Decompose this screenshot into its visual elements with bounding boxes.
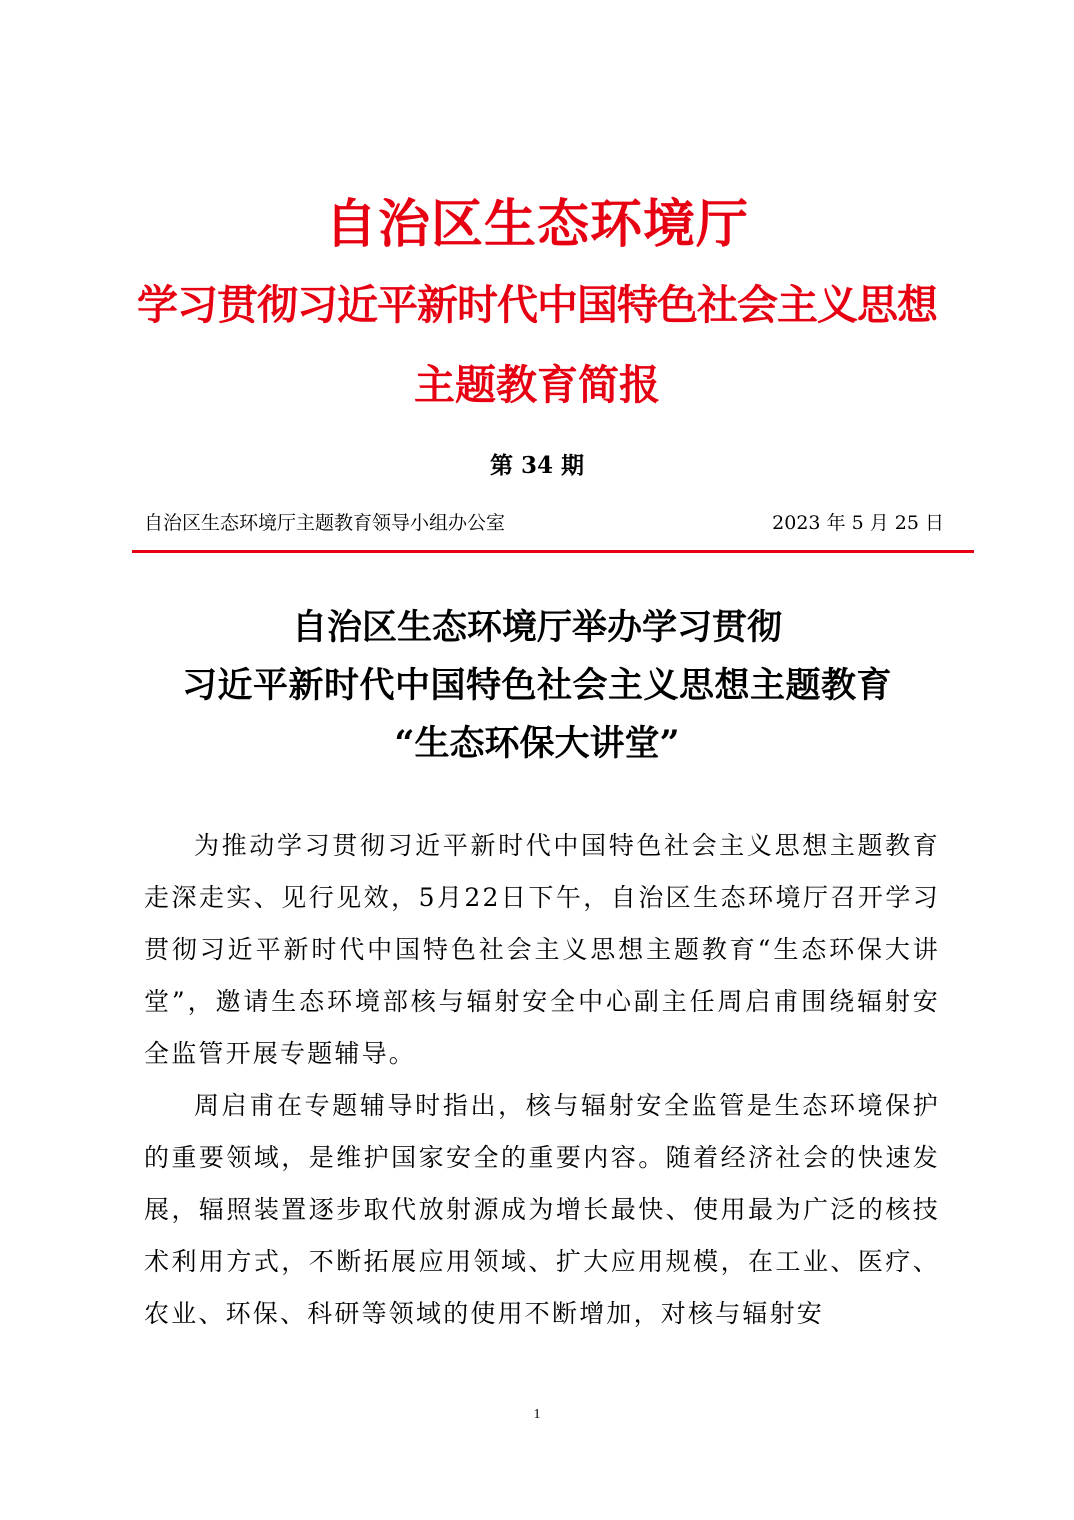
- article-paragraph: 周启甫在专题辅导时指出，核与辐射安全监管是生态环境保护的重要领域，是维护国家安全的重要内容。随着经济社会的快速发展，辐照装置逐步取代放射源成为增长最快、使用最为广泛的核技术利用方式，不断拓展应用领域、扩大应用规模，在工业、医疗、农业、环保、科研等领域的使用不断增加，对核与辐射安: [144, 1091, 940, 1328]
- issuer-date-row: [144, 508, 944, 538]
- article-body: [144, 820, 940, 1340]
- page-number: 1: [533, 1407, 541, 1422]
- issue-number: [0, 447, 1074, 480]
- issue-date: 2023 年 5 月 25 日: [772, 512, 944, 534]
- issue-number-value: 34: [520, 452, 553, 479]
- issue-prefix: 第: [489, 452, 513, 479]
- article-title-line-1: 自治区生态环境厅举办学习贯彻: [291, 607, 782, 648]
- article-title-line-2: 习近平新时代中国特色社会主义思想主题教育: [181, 665, 892, 706]
- issue-suffix: 期: [561, 452, 584, 479]
- masthead-subtitle: 学习贯彻习近平新时代中国特色社会主义思想: [137, 281, 937, 329]
- article-title-line-3: “生态环保大讲堂”: [394, 723, 680, 764]
- article-paragraph: 为推动学习贯彻习近平新时代中国特色社会主义思想主题教育走深走实、见行见效，5月22日下午，自治区生态环境厅召开学习贯彻习近平新时代中国特色社会主义思想主题教育“生态环保大讲堂”，邀请生态环境部核与辐射安全中心副主任周启甫围绕辐射安全监管开展专题辅导。: [144, 831, 940, 1068]
- issuer: 自治区生态环境厅主题教育领导小组办公室: [144, 512, 506, 534]
- red-divider-line: [132, 550, 974, 553]
- masthead-title: 自治区生态环境厅: [324, 194, 749, 255]
- masthead-bulletin-name: 主题教育简报: [414, 361, 660, 409]
